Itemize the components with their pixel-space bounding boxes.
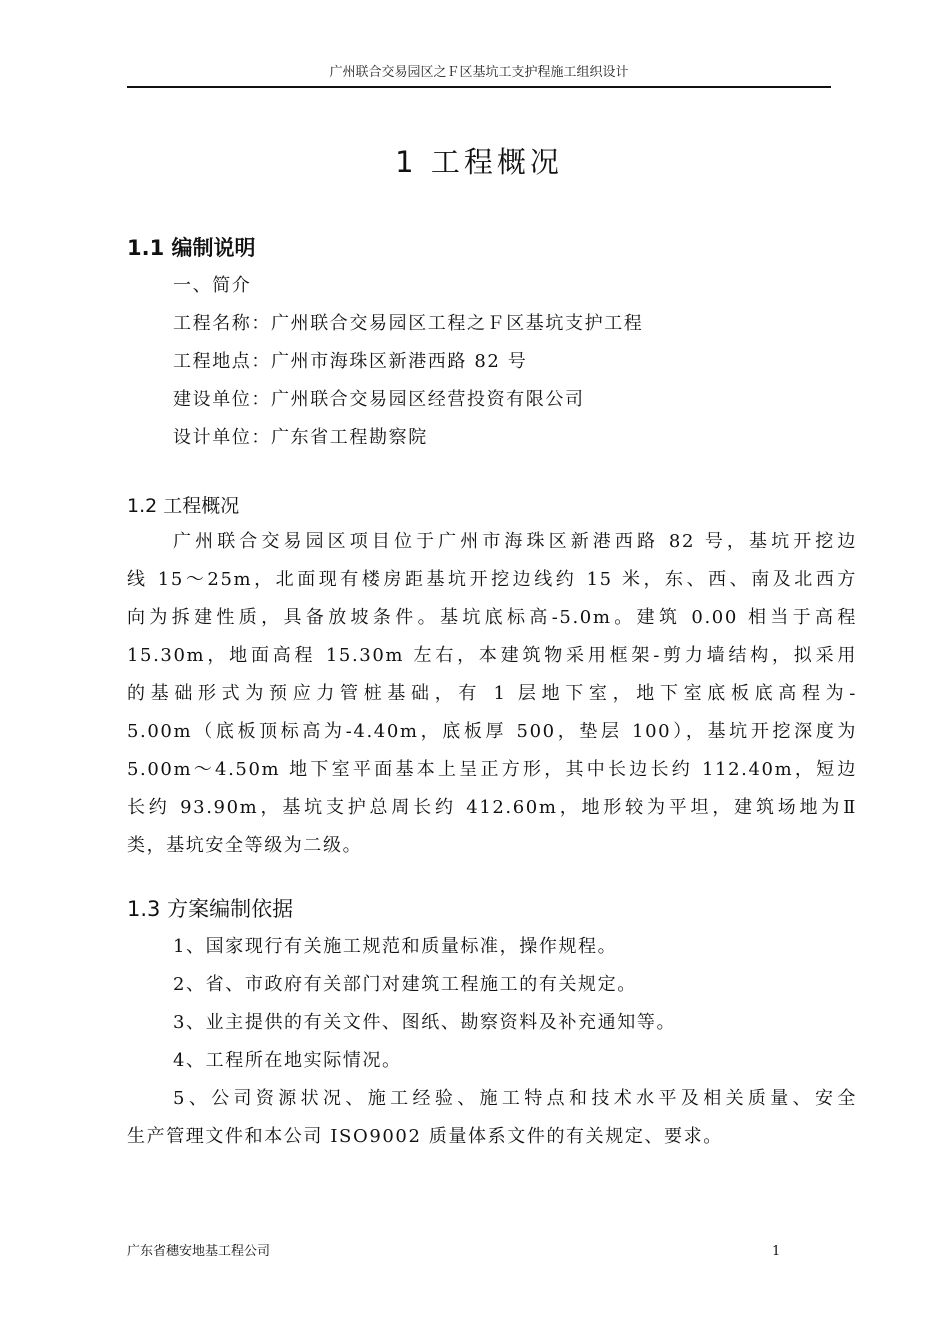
paragraph-line: 工程地点：广州市海珠区新港西路 82 号	[173, 351, 528, 372]
list-item: 3、业主提供的有关文件、图纸、勘察资料及补充通知等。	[173, 1012, 677, 1033]
paragraph-line: 线 15～25m，北面现有楼房距基坑开挖边线约 15 米，东、西、南及北西方	[127, 569, 857, 590]
paragraph-line: 15.30m，地面高程 15.30m 左右，本建筑物采用框架-剪力墙结构，拟采用	[127, 645, 857, 666]
paragraph-line: 5.00m（底板顶标高为-4.40m，底板厚 500，垫层 100），基坑开挖深度为	[127, 721, 857, 742]
list-item: 5、公司资源状况、施工经验、施工特点和技术水平及相关质量、安全	[173, 1088, 857, 1109]
page-number: 1	[772, 1244, 781, 1259]
list-item: 2、省、市政府有关部门对建筑工程施工的有关规定。	[173, 974, 637, 995]
list-item: 4、工程所在地实际情况。	[173, 1050, 402, 1071]
paragraph-line: 广州联合交易园区项目位于广州市海珠区新港西路 82 号，基坑开挖边	[173, 531, 857, 552]
section-heading-1-1: 1.1 编制说明	[127, 236, 256, 260]
chapter-title: 1 工程概况	[395, 145, 563, 179]
header-title: 广州联合交易园区之Ｆ区基坑工支护程施工组织设计	[329, 65, 629, 80]
paragraph-line: 长约 93.90m，基坑支护总周长约 412.60m，地形较为平坦，建筑场地为Ⅱ	[127, 797, 857, 818]
paragraph-line: 的基础形式为预应力管桩基础，有 1 层地下室，地下室底板底高程为-	[127, 683, 857, 704]
paragraph-line: 向为拆建性质，具备放坡条件。基坑底标高-5.0m。建筑 0.00 相当于高程	[127, 607, 857, 628]
paragraph-line: 设计单位：广东省工程勘察院	[173, 427, 428, 448]
paragraph-line: 类，基坑安全等级为二级。	[127, 835, 363, 856]
section-heading-1-3: 1.3 方案编制依据	[127, 897, 294, 921]
paragraph-line: 一、简介	[173, 275, 252, 296]
paragraph-line: 工程名称：广州联合交易园区工程之Ｆ区基坑支护工程	[173, 313, 644, 334]
footer-company: 广东省穗安地基工程公司	[127, 1244, 271, 1259]
header-divider	[127, 86, 831, 88]
section-heading-1-2: 1.2 工程概况	[127, 495, 240, 517]
paragraph-line: 5.00m～4.50m 地下室平面基本上呈正方形，其中长边长约 112.40m，短边	[127, 759, 857, 780]
paragraph-line: 建设单位：广州联合交易园区经营投资有限公司	[173, 389, 585, 410]
list-item: 1、国家现行有关施工规范和质量标准，操作规程。	[173, 936, 618, 957]
list-item-continuation: 生产管理文件和本公司 ISO9002 质量体系文件的有关规定、要求。	[127, 1126, 723, 1147]
